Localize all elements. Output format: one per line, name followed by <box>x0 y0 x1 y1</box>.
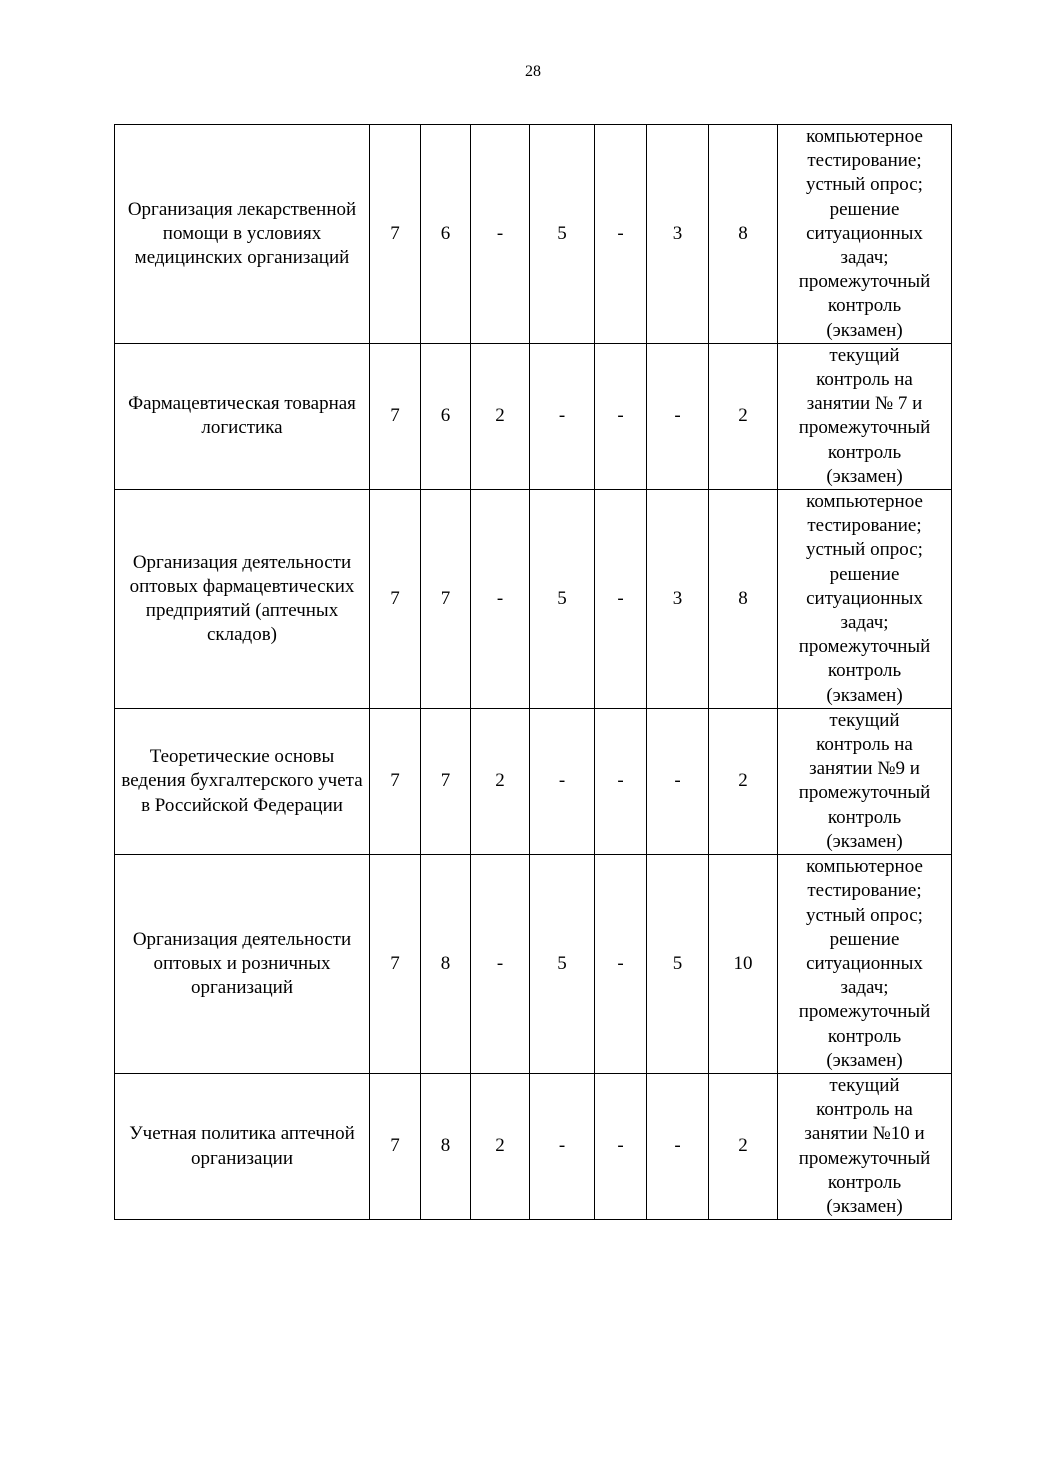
value-cell: 7 <box>370 1073 421 1219</box>
table-row <box>115 708 952 854</box>
value-cell: 2 <box>709 343 778 489</box>
control-form-line: (экзамен) <box>826 830 903 852</box>
control-form-line: ситуационных <box>806 587 923 609</box>
control-form-line: контроль <box>827 295 902 317</box>
control-form-line: контроль на <box>816 1099 913 1121</box>
table-body <box>115 125 952 1220</box>
value-cell: - <box>647 708 709 854</box>
control-form-line: ситуационных <box>806 952 923 974</box>
table-row <box>115 343 952 489</box>
control-form-cell <box>778 855 952 1074</box>
value-cell: - <box>530 343 595 489</box>
table-row <box>115 1073 952 1219</box>
topic-cell: Теоретические основы ведения бухгалтерского учета в Российской Федерации <box>115 708 370 854</box>
topic-cell: Учетная политика аптечной организации <box>115 1073 370 1219</box>
control-form-line: (экзамен) <box>826 319 903 341</box>
control-form-line: задач; <box>840 977 889 999</box>
value-cell: 8 <box>421 855 471 1074</box>
control-form-line: устный опрос; <box>806 174 923 196</box>
control-form-line: промежуточный <box>798 1001 931 1023</box>
value-cell: 8 <box>421 1073 471 1219</box>
control-form-line: текущий <box>829 709 900 731</box>
value-cell: 8 <box>709 490 778 709</box>
control-form-line: задач; <box>840 612 889 634</box>
control-form-cell <box>778 708 952 854</box>
value-cell: - <box>647 343 709 489</box>
control-form-line: промежуточный <box>798 636 931 658</box>
control-form-line: тестирование; <box>807 515 922 537</box>
control-form-line: контроль <box>827 806 902 828</box>
value-cell: 7 <box>421 708 471 854</box>
value-cell: - <box>647 1073 709 1219</box>
value-cell: 6 <box>421 343 471 489</box>
control-form-line: контроль <box>827 1171 902 1193</box>
discipline-sections-table <box>114 124 952 1220</box>
control-form-line: (экзамен) <box>826 1195 903 1217</box>
value-cell: - <box>595 125 647 344</box>
value-cell: 7 <box>370 125 421 344</box>
page-number: 28 <box>525 63 541 80</box>
control-form-line: текущий <box>829 1074 900 1096</box>
value-cell: - <box>471 855 530 1074</box>
control-form-cell <box>778 125 952 344</box>
value-cell: - <box>530 1073 595 1219</box>
control-form-line: занятии № 7 и <box>806 393 923 415</box>
control-form-cell <box>778 490 952 709</box>
value-cell: 3 <box>647 125 709 344</box>
control-form-line: устный опрос; <box>806 904 923 926</box>
value-cell: - <box>471 125 530 344</box>
value-cell: 2 <box>471 1073 530 1219</box>
control-form-line: занятии №9 и <box>809 758 920 780</box>
value-cell: 6 <box>421 125 471 344</box>
control-form-line: решение <box>829 563 900 585</box>
value-cell: 5 <box>530 855 595 1074</box>
table-row <box>115 855 952 1074</box>
control-form-line: (экзамен) <box>826 465 903 487</box>
value-cell: 3 <box>647 490 709 709</box>
control-form-line: (экзамен) <box>826 1049 903 1071</box>
control-form-line: компьютерное <box>806 491 923 513</box>
control-form-cell <box>778 343 952 489</box>
control-form-line: промежуточный <box>798 782 931 804</box>
control-form-line: задач; <box>840 247 889 269</box>
control-form-line: контроль на <box>816 734 913 756</box>
value-cell: - <box>595 1073 647 1219</box>
control-form-line: контроль <box>827 1025 902 1047</box>
control-form-line: компьютерное <box>806 856 923 878</box>
value-cell: - <box>595 855 647 1074</box>
value-cell: - <box>595 343 647 489</box>
control-form-line: компьютерное <box>806 126 923 147</box>
value-cell: 5 <box>530 125 595 344</box>
value-cell: 5 <box>647 855 709 1074</box>
control-form-line: решение <box>829 198 900 220</box>
control-form-line: (экзамен) <box>826 684 903 706</box>
control-form-line: контроль <box>827 660 902 682</box>
value-cell: 2 <box>709 1073 778 1219</box>
value-cell: 10 <box>709 855 778 1074</box>
value-cell: 7 <box>370 708 421 854</box>
control-form-line: занятии №10 и <box>804 1123 925 1145</box>
value-cell: 7 <box>370 343 421 489</box>
table-row <box>115 490 952 709</box>
control-form-line: ситуационных <box>806 222 923 244</box>
control-form-line: текущий <box>829 344 900 366</box>
value-cell: 2 <box>471 343 530 489</box>
control-form-line: промежуточный <box>798 417 931 439</box>
table-row <box>115 125 952 344</box>
value-cell: 7 <box>421 490 471 709</box>
control-form-cell <box>778 1073 952 1219</box>
value-cell: 7 <box>370 490 421 709</box>
value-cell: 2 <box>709 708 778 854</box>
value-cell: 2 <box>471 708 530 854</box>
value-cell: 7 <box>370 855 421 1074</box>
value-cell: 8 <box>709 125 778 344</box>
control-form-line: тестирование; <box>807 880 922 902</box>
control-form-line: контроль <box>827 441 902 463</box>
value-cell: - <box>530 708 595 854</box>
value-cell: - <box>595 490 647 709</box>
control-form-line: тестирование; <box>807 150 922 172</box>
topic-cell: Фармацевтическая товарная логистика <box>115 343 370 489</box>
control-form-line: решение <box>829 928 900 950</box>
control-form-line: промежуточный <box>798 271 931 293</box>
topic-cell: Организация лекарственной помощи в условиях медицинских организаций <box>115 125 370 344</box>
value-cell: - <box>595 708 647 854</box>
control-form-line: контроль на <box>816 369 913 391</box>
value-cell: 5 <box>530 490 595 709</box>
control-form-line: устный опрос; <box>806 539 923 561</box>
topic-cell: Организация деятельности оптовых фармацевтических предприятий (аптечных складов) <box>115 490 370 709</box>
control-form-line: промежуточный <box>798 1147 931 1169</box>
topic-cell: Организация деятельности оптовых и розничных организаций <box>115 855 370 1074</box>
value-cell: - <box>471 490 530 709</box>
